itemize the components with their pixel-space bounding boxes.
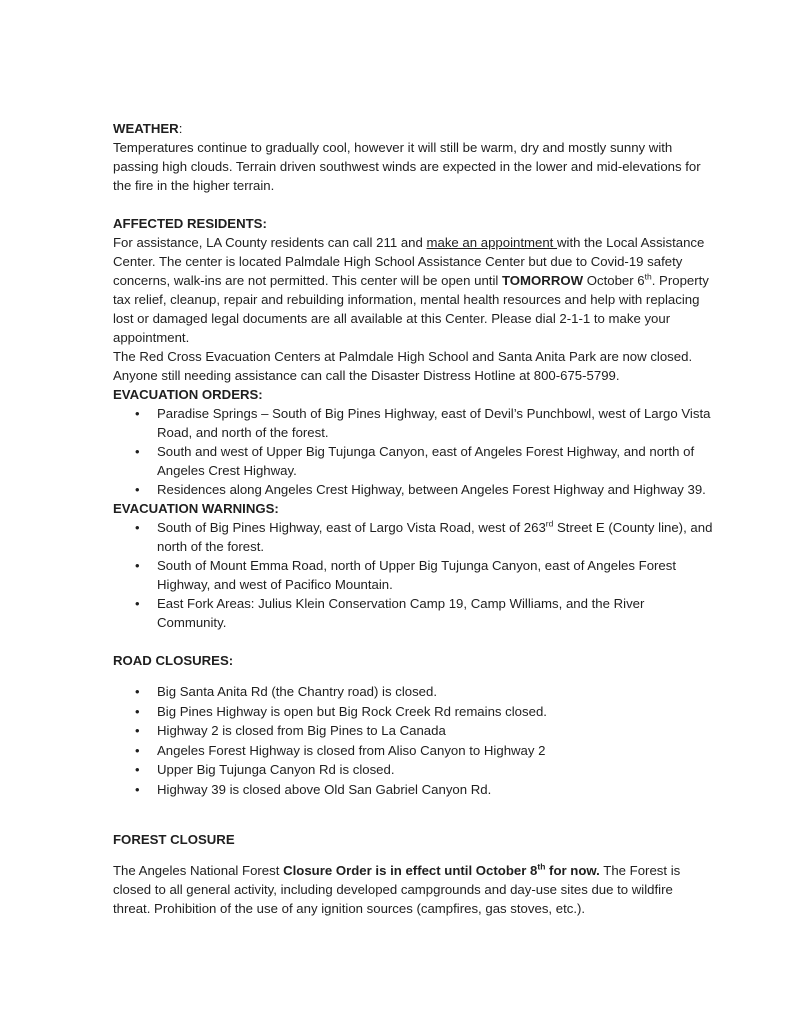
forest-text-b: The Forest is closed to all general activity, including developed campgrounds and day-use sites due to wildfire threat. Prohibition of the use of any ignition sources (campfires, gas stoves, etc.).	[113, 863, 681, 916]
list-item	[113, 780, 713, 799]
list-item-text: South and west of Upper Big Tujunga Canyon, east of Angeles Forest Highway, and north of Angeles Crest Highway.	[157, 444, 695, 478]
bullet-icon: •	[135, 520, 140, 535]
list-item	[113, 442, 713, 480]
bullet-icon: •	[135, 406, 140, 421]
bullet-icon: •	[135, 742, 140, 758]
list-item-text: South of Mount Emma Road, north of Upper Big Tujunga Canyon, east of Angeles Forest Highway, and west of Pacifico Mountain.	[157, 558, 677, 592]
forest-text-a: The Angeles National Forest	[113, 863, 284, 878]
forest-closure-heading: FOREST CLOSURE	[113, 832, 235, 847]
bullet-icon: •	[135, 596, 140, 611]
list-item	[113, 518, 713, 556]
affected-date-suffix: th	[644, 271, 652, 282]
affected-text-c: October 6	[583, 273, 645, 288]
bullet-icon: •	[135, 781, 140, 797]
closure-order-emphasis: Closure Order is in effect until October 8	[283, 863, 538, 878]
appointment-link[interactable]: make an appointment	[426, 235, 557, 250]
list-item-text: Big Pines Highway is open but Big Rock Creek Rd remains closed.	[157, 703, 547, 719]
bullet-icon: •	[135, 723, 140, 738]
weather-heading-label: WEATHER	[113, 121, 179, 136]
bullet-icon: •	[135, 703, 140, 719]
weather-heading-colon: :	[178, 121, 183, 136]
list-item	[113, 480, 713, 499]
list-item	[113, 741, 713, 760]
list-item	[113, 682, 713, 701]
affected-paragraph-1	[113, 233, 713, 347]
bullet-icon: •	[135, 684, 140, 699]
list-item	[113, 721, 713, 740]
road-closures-heading: ROAD CLOSURES:	[113, 653, 234, 668]
street-suffix: rd	[545, 518, 554, 529]
affected-text-b: with the Local Assistance Center. The center is located Palmdale High School Assistance Center but due to Covid-19 safety concerns, walk-ins are not permitted. This center will be open until	[113, 235, 705, 288]
affected-heading: AFFECTED RESIDENTS:	[113, 216, 267, 231]
affected-text-a: For assistance, LA County residents can call 211 and	[113, 235, 427, 250]
evac-orders-list	[113, 404, 713, 499]
list-item-text: Highway 39 is closed above Old San Gabriel Canyon Rd.	[157, 781, 492, 797]
list-item	[113, 594, 713, 632]
closure-order-emphasis-end: for now.	[545, 863, 600, 878]
list-item	[113, 702, 713, 721]
bullet-icon: •	[135, 558, 140, 573]
list-item	[113, 760, 713, 779]
affected-text-d: . Property tax relief, cleanup, repair and rebuilding information, mental health resources and help with replacing lost or damaged legal documents are all available at this Center. Please dial 2-1-1 to make your appointment.	[113, 273, 709, 345]
closure-date-suffix: th	[537, 861, 546, 872]
list-item-text: Highway 2 is closed from Big Pines to La Canada	[157, 723, 446, 738]
evac-warnings-heading: EVACUATION WARNINGS:	[113, 501, 279, 516]
list-item	[113, 404, 713, 442]
list-item-text: Paradise Springs – South of Big Pines Highway, east of Devil’s Punchbowl, west of Largo Vista Road, and north of the forest.	[157, 406, 711, 440]
list-item-text: Upper Big Tujunga Canyon Rd is closed.	[157, 762, 395, 777]
bullet-icon: •	[135, 444, 140, 459]
list-item-text: Big Santa Anita Rd (the Chantry road) is closed.	[157, 684, 438, 699]
evac-orders-heading: EVACUATION ORDERS:	[113, 387, 263, 402]
list-item-text-a: South of Big Pines Highway, east of Largo Vista Road, west of 263	[157, 520, 546, 535]
list-item-text: Residences along Angeles Crest Highway, between Angeles Forest Highway and Highway 39.	[157, 482, 706, 497]
affected-paragraph-2: The Red Cross Evacuation Centers at Palmdale High School and Santa Anita Park are now closed. Anyone still needing assistance can call the Disaster Distress Hotline at 800-675-5799.	[113, 349, 693, 383]
evac-warnings-list	[113, 518, 713, 632]
list-item-text-b: Street E (County line), and north of the forest.	[157, 520, 713, 554]
tomorrow-emphasis: TOMORROW	[501, 273, 584, 288]
road-closures-list	[113, 682, 713, 799]
list-item	[113, 556, 713, 594]
bullet-icon: •	[135, 482, 140, 497]
bullet-icon: •	[135, 762, 140, 777]
forest-closure-paragraph	[113, 861, 713, 918]
weather-heading	[113, 119, 713, 138]
list-item-text: East Fork Areas: Julius Klein Conservation Camp 19, Camp Williams, and the River Community.	[157, 596, 645, 630]
weather-text: Temperatures continue to gradually cool, however it will still be warm, dry and mostly sunny with passing high clouds. Terrain driven southwest winds are expected in the lower and mid-elevations for the fire in the higher terrain.	[113, 140, 701, 193]
document-body	[113, 119, 713, 918]
list-item-text: Angeles Forest Highway is closed from Aliso Canyon to Highway 2	[157, 742, 546, 758]
